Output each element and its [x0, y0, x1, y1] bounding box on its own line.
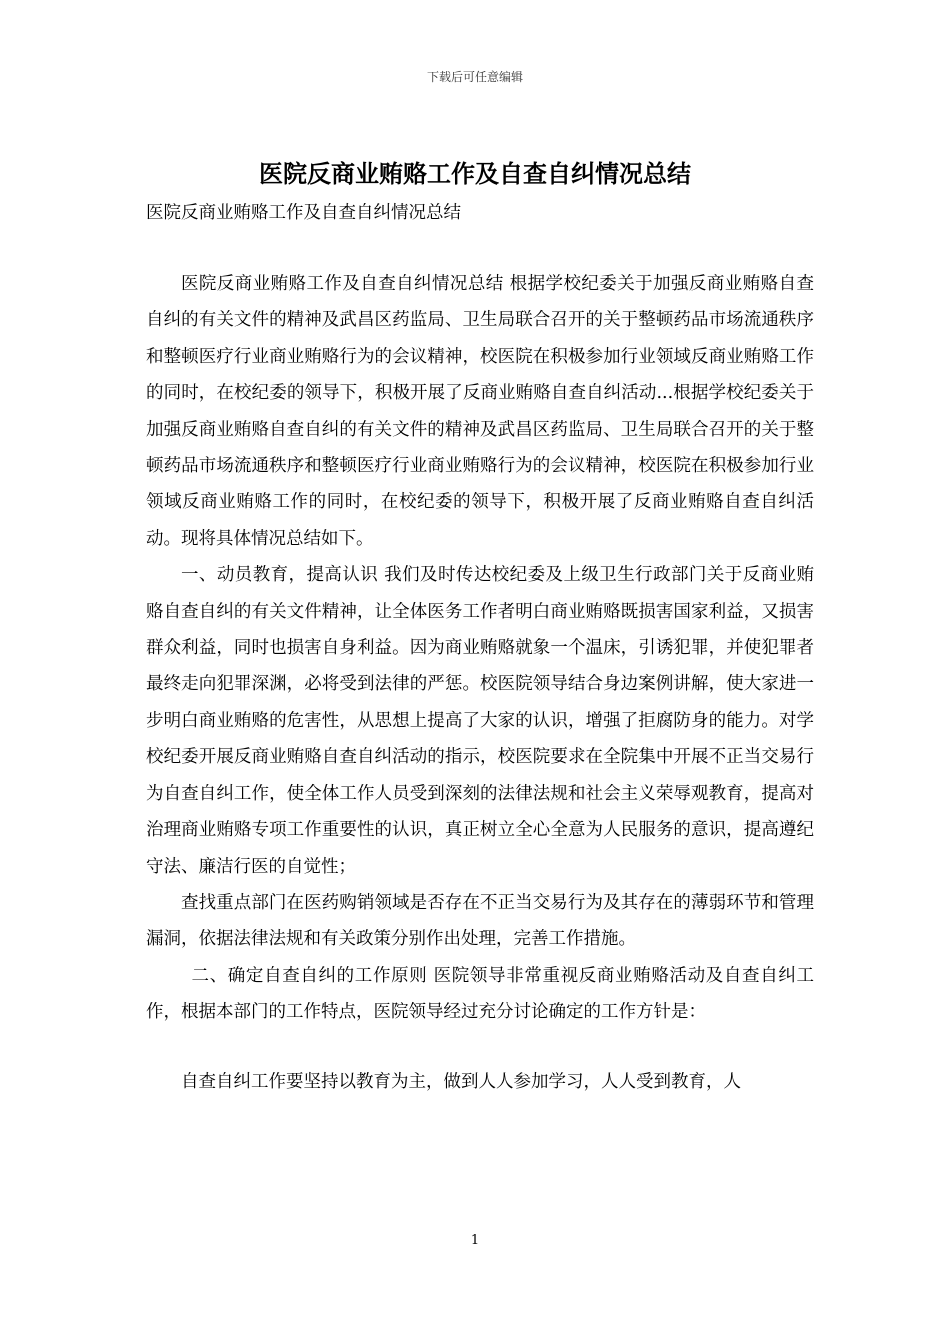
- paragraph-key-departments: 查找重点部门在医药购销领域是否存在不正当交易行为及其存在的薄弱环节和管理漏洞，依据法律法规和有关政策分别作出处理，完善工作措施。: [146, 892, 814, 950]
- document-body: [146, 266, 814, 1100]
- paragraph-section-one: 一、动员教育，提高认识 我们及时传达校纪委及上级卫生行政部门关于反商业贿赂自查自纠的有关文件精神，让全体医务工作者明白商业贿赂既损害国家利益，又损害群众利益，同时也损害自身利益。因为商业贿赂就象一个温床，引诱犯罪，并使犯罪者最终走向犯罪深渊，必将受到法律的严惩。校医院领导结合身边案例讲解，使大家进一步明白商业贿赂的危害性，从思想上提高了大家的认识，增强了拒腐防身的能力。对学校纪委开展反商业贿赂自查自纠活动的指示，校医院要求在全院集中开展不正当交易行为自查自纠工作，使全体工作人员受到深刻的法律法规和社会主义荣辱观教育，提高对治理商业贿赂专项工作重要性的认识，真正树立全心全意为人民服务的意识，提高遵纪守法、廉洁行医的自觉性；: [146, 565, 814, 877]
- page-header-note: 下载后可任意编辑: [426, 70, 523, 84]
- paragraph-intro: 医院反商业贿赂工作及自查自纠情况总结 根据学校纪委关于加强反商业贿赂自查自纠的有关文件的精神及武昌区药监局、卫生局联合召开的关于整顿药品市场流通秩序和整顿医疗行业商业贿赂行为的会议精神，校医院在积极参加行业领域反商业贿赂工作的同时，在校纪委的领导下，积极开展了反商业贿赂自查自纠活动...根据学校纪委关于加强反商业贿赂自查自纠的有关文件的精神及武昌区药监局、卫生局联合召开的关于整顿药品市场流通秩序和整顿医疗行业商业贿赂行为的会议精神，校医院在积极参加行业领域反商业贿赂工作的同时，在校纪委的领导下，积极开展了反商业贿赂自查自纠活动。现将具体情况总结如下。: [146, 274, 814, 549]
- document-title: 医院反商业贿赂工作及自查自纠情况总结: [259, 159, 691, 188]
- paragraph-section-two: 二、确定自查自纠的工作原则 医院领导非常重视反商业贿赂活动及自查自纠工作，根据本部门的工作特点，医院领导经过充分讨论确定的工作方针是：: [146, 965, 814, 1023]
- paragraph-principles: 自查自纠工作要坚持以教育为主，做到人人参加学习，人人受到教育，人: [181, 1071, 741, 1092]
- document-subtitle: 医院反商业贿赂工作及自查自纠情况总结: [146, 203, 461, 223]
- page-number: 1: [470, 1233, 480, 1248]
